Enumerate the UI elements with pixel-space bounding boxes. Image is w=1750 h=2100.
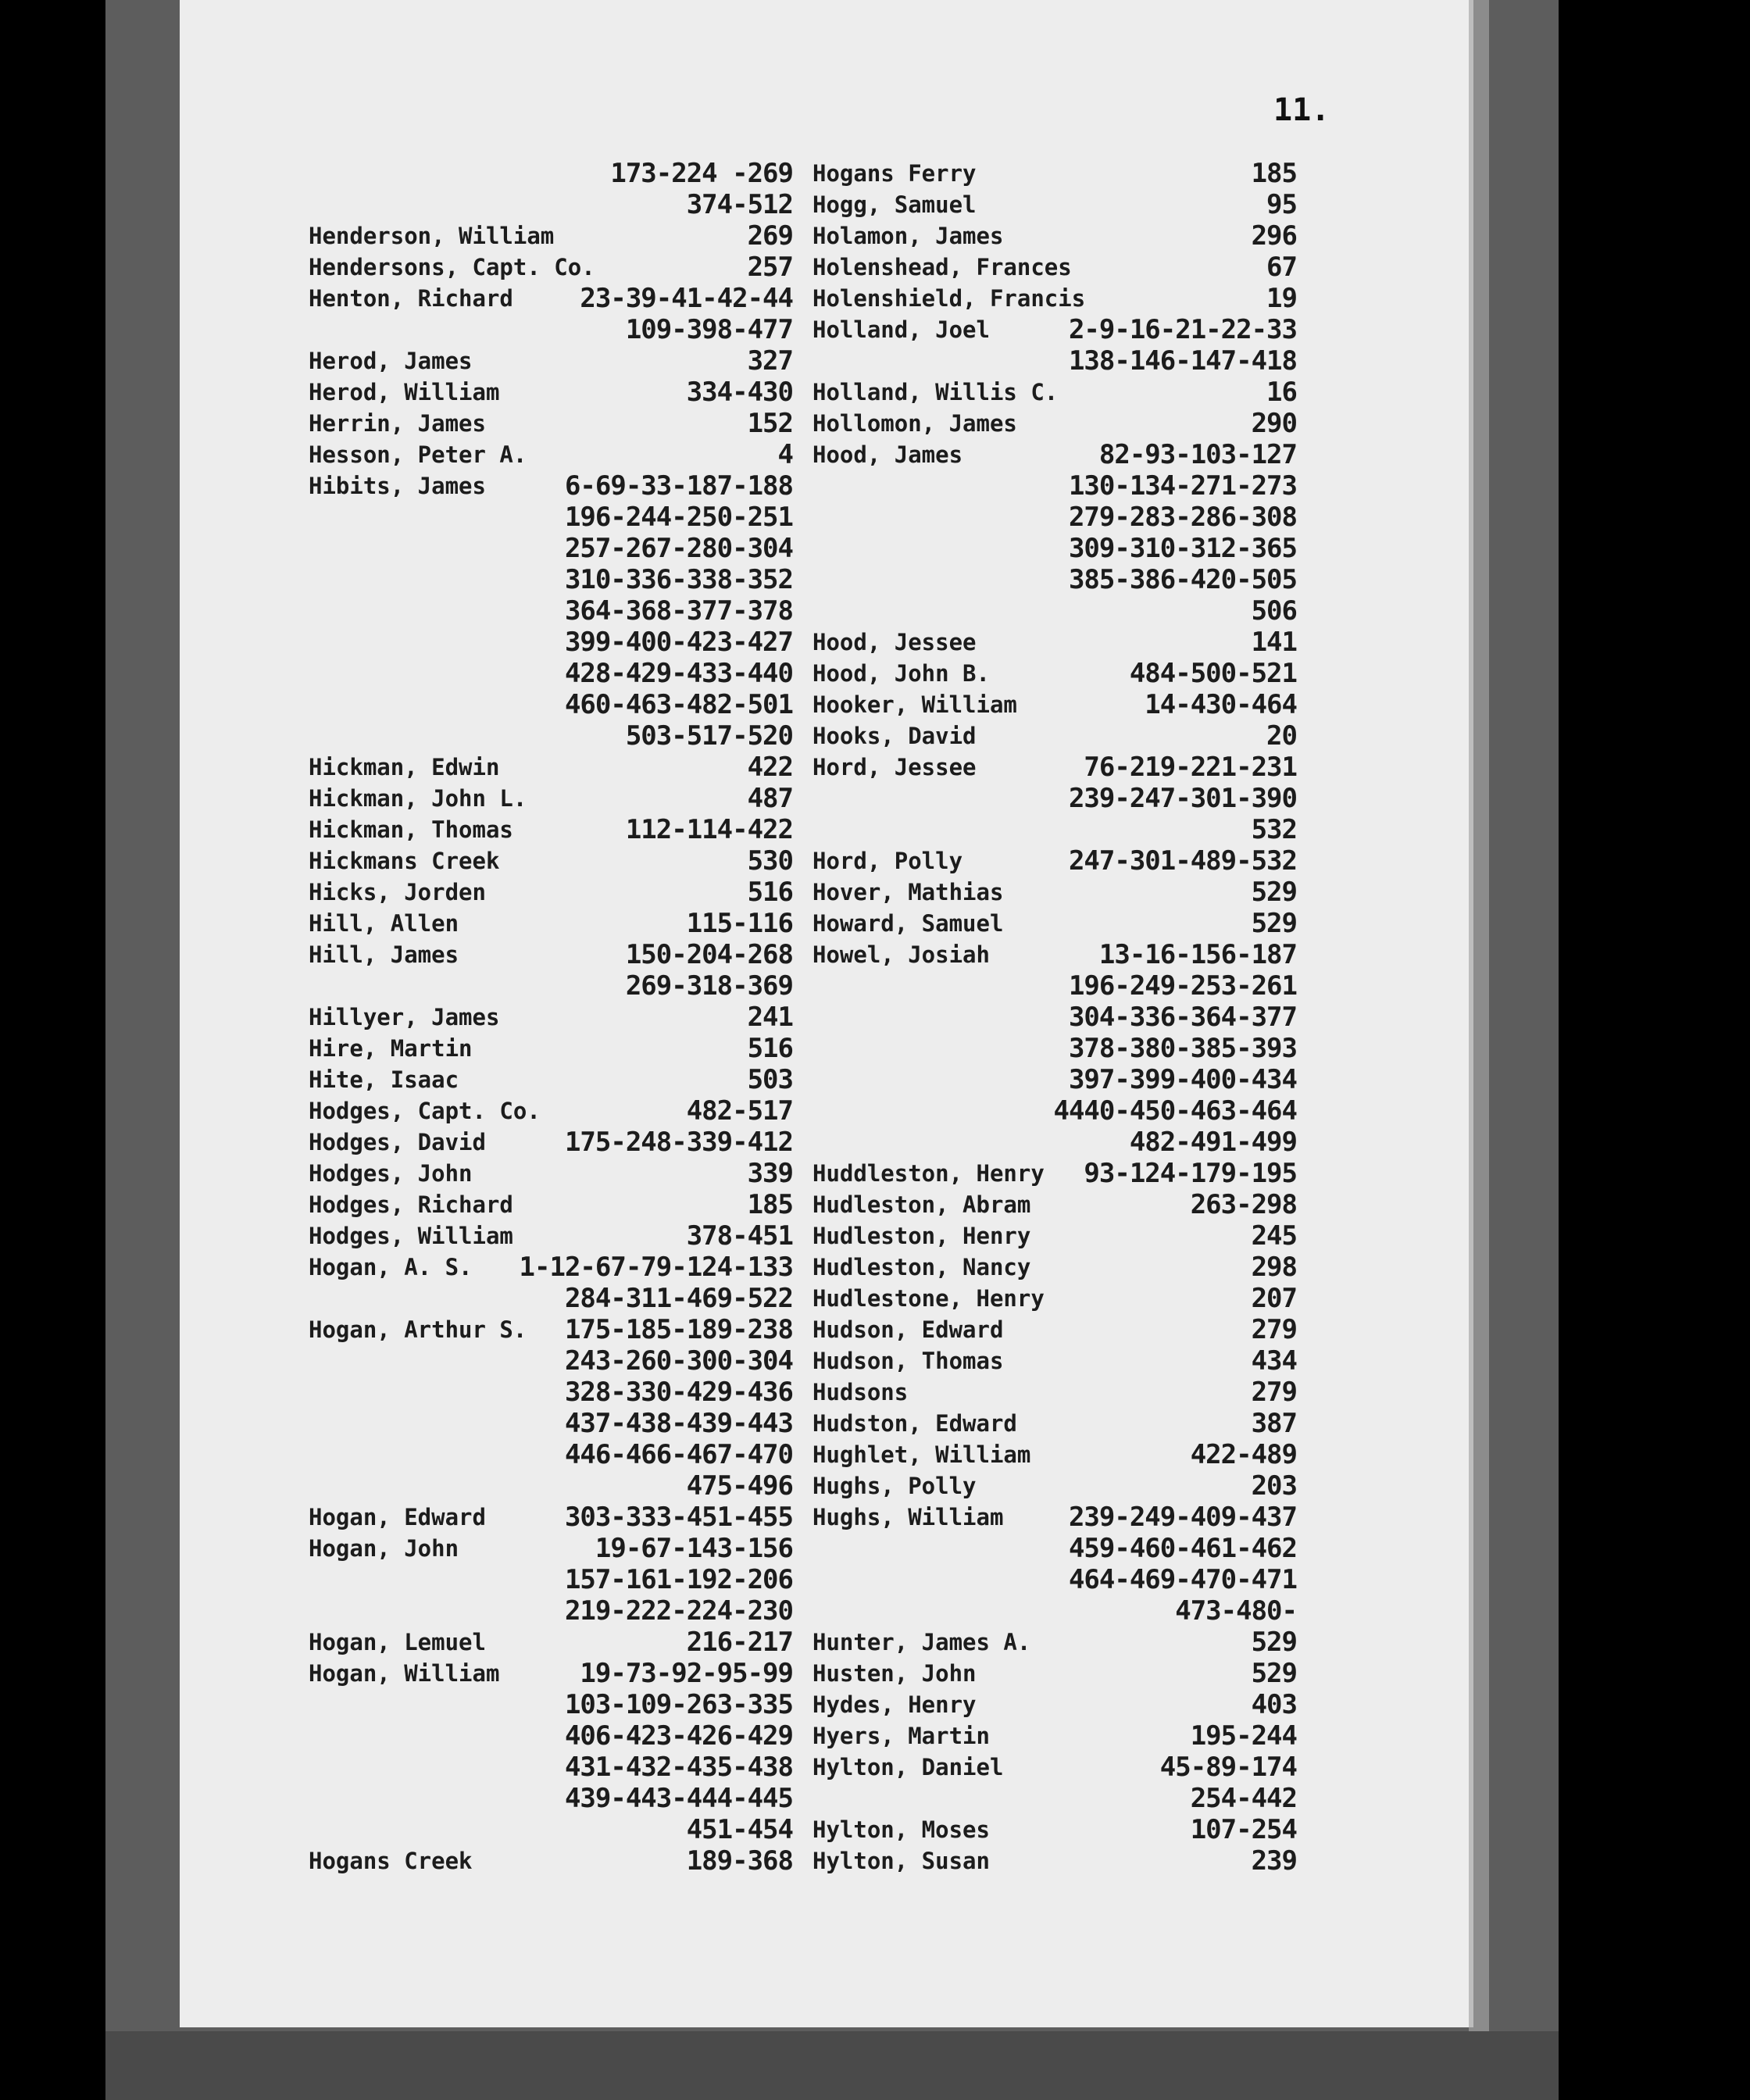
index-entry [309, 220, 793, 252]
index-entry [812, 158, 1297, 189]
index-entry [812, 877, 1297, 908]
index-entry [812, 345, 1297, 377]
entry-name: Holland, Willis C. [812, 379, 1059, 405]
index-entry [812, 908, 1297, 939]
index-entry [309, 1720, 793, 1752]
entry-name: Hogan, John [309, 1535, 459, 1562]
index-entry [309, 1127, 793, 1158]
entry-name: Hudlestone, Henry [812, 1285, 1045, 1312]
entry-pages: 254-442 [1190, 1783, 1297, 1814]
entry-name: Hudleston, Nancy [812, 1254, 1031, 1280]
entry-pages: 484-500-521 [1129, 658, 1297, 689]
index-entry [309, 1189, 793, 1220]
entry-pages: 439-443-444-445 [564, 1783, 793, 1814]
index-entry [309, 470, 793, 502]
index-entry [812, 1845, 1297, 1877]
index-entry [309, 252, 793, 283]
entry-pages: 150-204-268 [625, 939, 793, 970]
index-entry [309, 1502, 793, 1533]
index-entry [309, 1408, 793, 1439]
entry-pages: 239-249-409-437 [1068, 1502, 1297, 1533]
entry-pages: 487 [747, 783, 793, 814]
entry-name: Hill, Allen [309, 910, 459, 937]
index-entry [812, 1158, 1297, 1189]
entry-name: Hire, Martin [309, 1035, 473, 1062]
entry-name: Hood, Jessee [812, 629, 977, 655]
entry-pages: 16 [1266, 377, 1297, 408]
index-entry [309, 814, 793, 845]
entry-pages: 243-260-300-304 [564, 1345, 793, 1377]
entry-pages: 141 [1251, 627, 1297, 658]
entry-pages: 529 [1251, 1627, 1297, 1658]
scanner-bottom-strip [105, 2031, 1559, 2100]
entry-name: Hollomon, James [812, 410, 1017, 437]
entry-name: Howard, Samuel [812, 910, 1004, 937]
entry-pages: 95 [1266, 189, 1297, 220]
entry-name: Hogan, William [309, 1660, 500, 1687]
index-entry [309, 1533, 793, 1564]
entry-name: Hughs, Polly [812, 1473, 977, 1499]
index-entry [812, 1627, 1297, 1658]
entry-pages: 279 [1251, 1314, 1297, 1345]
entry-pages: 269-318-369 [625, 970, 793, 1002]
entry-pages: 257 [747, 252, 793, 283]
index-entry [812, 1752, 1297, 1783]
entry-name: Hooks, David [812, 723, 977, 749]
entry-pages: 437-438-439-443 [564, 1408, 793, 1439]
entry-pages: 532 [1251, 814, 1297, 845]
entry-pages: 2-9-16-21-22-33 [1068, 314, 1297, 345]
entry-pages: 459-460-461-462 [1068, 1533, 1297, 1564]
entry-name: Hicks, Jorden [309, 879, 486, 905]
index-entry [812, 752, 1297, 783]
index-entry [812, 1189, 1297, 1220]
entry-pages: 157-161-192-206 [564, 1564, 793, 1595]
index-entry [812, 1064, 1297, 1095]
entry-pages: 112-114-422 [625, 814, 793, 845]
index-entry [812, 783, 1297, 814]
entry-name: Herod, William [309, 379, 500, 405]
index-entry [812, 502, 1297, 533]
entry-pages: 109-398-477 [625, 314, 793, 345]
entry-pages: 93-124-179-195 [1084, 1158, 1297, 1189]
entry-pages: 296 [1251, 220, 1297, 252]
entry-name: Hogans Ferry [812, 160, 977, 187]
entry-pages: 19-73-92-95-99 [580, 1658, 793, 1689]
index-entry [812, 1033, 1297, 1064]
entry-pages: 216-217 [686, 1627, 793, 1658]
entry-pages: 203 [1251, 1470, 1297, 1502]
index-entry [812, 252, 1297, 283]
entry-pages: 529 [1251, 877, 1297, 908]
entry-pages: 189-368 [686, 1845, 793, 1877]
entry-name: Hill, James [309, 941, 459, 968]
entry-pages: 219-222-224-230 [564, 1595, 793, 1627]
entry-pages: 279 [1251, 1377, 1297, 1408]
entry-name: Hughs, William [812, 1504, 1004, 1530]
entry-pages: 4 [777, 439, 793, 470]
entry-pages: 397-399-400-434 [1068, 1064, 1297, 1095]
index-entry [309, 345, 793, 377]
entry-name: Hogan, Lemuel [309, 1629, 486, 1655]
index-entry [309, 1845, 793, 1877]
left-index-column [309, 158, 793, 1877]
index-entry [812, 1408, 1297, 1439]
entry-pages: 1-12-67-79-124-133 [519, 1252, 793, 1283]
entry-name: Hendersons, Capt. Co. [309, 254, 595, 280]
entry-pages: 475-496 [686, 1470, 793, 1502]
index-entry [309, 1814, 793, 1845]
entry-name: Herod, James [309, 348, 473, 374]
index-entry [309, 1377, 793, 1408]
index-entry [812, 1502, 1297, 1533]
entry-pages: 152 [747, 408, 793, 439]
entry-name: Hodges, Capt. Co. [309, 1098, 541, 1124]
index-entry [309, 408, 793, 439]
index-entry [309, 877, 793, 908]
entry-name: Hite, Isaac [309, 1066, 459, 1093]
entry-pages: 4440-450-463-464 [1053, 1095, 1297, 1127]
entry-pages: 473-480- [1175, 1595, 1297, 1627]
entry-name: Hord, Jessee [812, 754, 977, 780]
index-entry [309, 783, 793, 814]
index-entry [812, 314, 1297, 345]
index-entry [309, 845, 793, 877]
index-entry [812, 1220, 1297, 1252]
entry-name: Hickman, Edwin [309, 754, 500, 780]
index-entry [812, 1689, 1297, 1720]
entry-pages: 529 [1251, 908, 1297, 939]
index-entry [309, 1064, 793, 1095]
entry-name: Hogg, Samuel [812, 191, 977, 218]
index-entry [309, 627, 793, 658]
index-entry [309, 1564, 793, 1595]
entry-pages: 175-248-339-412 [564, 1127, 793, 1158]
entry-name: Hudson, Edward [812, 1316, 1004, 1343]
index-entry [812, 1783, 1297, 1814]
index-entry [812, 470, 1297, 502]
entry-pages: 67 [1266, 252, 1297, 283]
entry-pages: 45-89-174 [1159, 1752, 1297, 1783]
entry-pages: 241 [747, 1002, 793, 1033]
entry-pages: 304-336-364-377 [1068, 1002, 1297, 1033]
index-entry [812, 377, 1297, 408]
index-entry [309, 689, 793, 720]
entry-name: Hickmans Creek [309, 848, 500, 874]
entry-name: Hogan, A. S. [309, 1254, 473, 1280]
index-entry [309, 908, 793, 939]
index-entry [812, 564, 1297, 595]
index-entry [812, 1658, 1297, 1689]
entry-pages: 19-67-143-156 [595, 1533, 793, 1564]
index-entry [309, 1627, 793, 1658]
entry-name: Hughlet, William [812, 1441, 1031, 1468]
entry-pages: 138-146-147-418 [1068, 345, 1297, 377]
entry-name: Holenshield, Francis [812, 285, 1086, 312]
index-entry [309, 1658, 793, 1689]
index-entry [812, 1564, 1297, 1595]
entry-pages: 247-301-489-532 [1068, 845, 1297, 877]
entry-pages: 464-469-470-471 [1068, 1564, 1297, 1595]
entry-pages: 422 [747, 752, 793, 783]
entry-name: Hudston, Edward [812, 1410, 1017, 1437]
entry-pages: 290 [1251, 408, 1297, 439]
entry-pages: 130-134-271-273 [1068, 470, 1297, 502]
entry-pages: 82-93-103-127 [1098, 439, 1297, 470]
entry-name: Hydes, Henry [812, 1691, 977, 1718]
entry-name: Hord, Polly [812, 848, 963, 874]
index-entry [812, 1314, 1297, 1345]
entry-name: Henton, Richard [309, 285, 513, 312]
entry-name: Hogan, Edward [309, 1504, 486, 1530]
entry-pages: 115-116 [686, 908, 793, 939]
entry-pages: 364-368-377-378 [564, 595, 793, 627]
entry-name: Hodges, John [309, 1160, 473, 1187]
index-entry [309, 439, 793, 470]
entry-pages: 506 [1251, 595, 1297, 627]
entry-pages: 196-249-253-261 [1068, 970, 1297, 1002]
index-entry [812, 689, 1297, 720]
entry-pages: 269 [747, 220, 793, 252]
index-entry [309, 533, 793, 564]
entry-pages: 6-69-33-187-188 [564, 470, 793, 502]
index-entry [812, 1095, 1297, 1127]
entry-pages: 173-224 -269 [610, 158, 793, 189]
entry-name: Hylton, Moses [812, 1816, 990, 1843]
index-entry [309, 1220, 793, 1252]
entry-pages: 185 [747, 1189, 793, 1220]
index-entry [309, 564, 793, 595]
entry-name: Hillyer, James [309, 1004, 500, 1030]
entry-name: Hyers, Martin [812, 1723, 990, 1749]
entry-name: Hunter, James A. [812, 1629, 1031, 1655]
entry-pages: 309-310-312-365 [1068, 533, 1297, 564]
index-entry [309, 970, 793, 1002]
index-entry [812, 1439, 1297, 1470]
index-entry [309, 502, 793, 533]
index-entry [812, 970, 1297, 1002]
entry-pages: 107-254 [1190, 1814, 1297, 1845]
entry-pages: 310-336-338-352 [564, 564, 793, 595]
index-entry [812, 845, 1297, 877]
entry-pages: 20 [1266, 720, 1297, 752]
entry-name: Hickman, Thomas [309, 816, 513, 843]
entry-name: Hickman, John L. [309, 785, 527, 812]
entry-pages: 334-430 [686, 377, 793, 408]
index-entry [309, 158, 793, 189]
entry-pages: 196-244-250-251 [564, 502, 793, 533]
entry-pages: 239 [1251, 1845, 1297, 1877]
entry-name: Husten, John [812, 1660, 977, 1687]
entry-name: Herrin, James [309, 410, 486, 437]
index-entry [812, 189, 1297, 220]
entry-name: Hudsons [812, 1379, 909, 1405]
entry-pages: 13-16-156-187 [1098, 939, 1297, 970]
entry-pages: 422-489 [1190, 1439, 1297, 1470]
entry-name: Holland, Joel [812, 316, 990, 343]
entry-pages: 378-451 [686, 1220, 793, 1252]
index-entry [309, 720, 793, 752]
entry-pages: 503-517-520 [625, 720, 793, 752]
index-entry [812, 1533, 1297, 1564]
entry-name: Hudson, Thomas [812, 1348, 1004, 1374]
index-entry [309, 1345, 793, 1377]
index-entry [812, 939, 1297, 970]
entry-name: Hylton, Daniel [812, 1754, 1004, 1780]
index-entry [309, 377, 793, 408]
index-entry [812, 283, 1297, 314]
entry-pages: 284-311-469-522 [564, 1283, 793, 1314]
index-entry [309, 595, 793, 627]
entry-name: Howel, Josiah [812, 941, 990, 968]
entry-name: Hood, John B. [812, 660, 990, 687]
entry-pages: 279-283-286-308 [1068, 502, 1297, 533]
index-entry [309, 1470, 793, 1502]
entry-pages: 303-333-451-455 [564, 1502, 793, 1533]
index-entry [309, 1689, 793, 1720]
entry-name: Hogans Creek [309, 1848, 473, 1874]
index-entry [812, 1470, 1297, 1502]
index-entry [309, 189, 793, 220]
index-entry [309, 1595, 793, 1627]
page-number: 11. [1273, 92, 1330, 128]
entry-name: Hibits, James [309, 473, 486, 499]
entry-name: Hudleston, Abram [812, 1191, 1031, 1218]
entry-pages: 14-430-464 [1145, 689, 1297, 720]
entry-name: Hodges, David [309, 1129, 486, 1155]
index-entry [309, 314, 793, 345]
index-entry [309, 1158, 793, 1189]
entry-pages: 374-512 [686, 189, 793, 220]
index-entry [812, 1252, 1297, 1283]
entry-pages: 460-463-482-501 [564, 689, 793, 720]
index-entry [812, 627, 1297, 658]
index-entry [309, 1033, 793, 1064]
entry-pages: 327 [747, 345, 793, 377]
index-entry [309, 1783, 793, 1814]
index-entry [812, 814, 1297, 845]
entry-name: Holamon, James [812, 223, 1004, 249]
entry-pages: 529 [1251, 1658, 1297, 1689]
entry-pages: 263-298 [1190, 1189, 1297, 1220]
entry-pages: 446-466-467-470 [564, 1439, 793, 1470]
index-entry [812, 658, 1297, 689]
index-entry [812, 1720, 1297, 1752]
index-entry [309, 939, 793, 970]
entry-pages: 516 [747, 1033, 793, 1064]
entry-name: Huddleston, Henry [812, 1160, 1045, 1187]
entry-name: Holenshead, Frances [812, 254, 1072, 280]
entry-pages: 530 [747, 845, 793, 877]
index-entry [309, 1283, 793, 1314]
entry-name: Hodges, William [309, 1223, 513, 1249]
entry-name: Hylton, Susan [812, 1848, 990, 1874]
entry-pages: 482-517 [686, 1095, 793, 1127]
entry-pages: 387 [1251, 1408, 1297, 1439]
entry-pages: 19 [1266, 283, 1297, 314]
entry-pages: 378-380-385-393 [1068, 1033, 1297, 1064]
entry-pages: 195-244 [1190, 1720, 1297, 1752]
index-entry [309, 283, 793, 314]
entry-pages: 103-109-263-335 [564, 1689, 793, 1720]
entry-pages: 207 [1251, 1283, 1297, 1314]
entry-pages: 239-247-301-390 [1068, 783, 1297, 814]
entry-pages: 434 [1251, 1345, 1297, 1377]
entry-name: Hooker, William [812, 691, 1017, 718]
index-entry [812, 408, 1297, 439]
entry-pages: 298 [1251, 1252, 1297, 1283]
entry-pages: 503 [747, 1064, 793, 1095]
entry-pages: 328-330-429-436 [564, 1377, 793, 1408]
index-entry [812, 595, 1297, 627]
entry-name: Henderson, William [309, 223, 555, 249]
index-entry [812, 1595, 1297, 1627]
entry-pages: 76-219-221-231 [1084, 752, 1297, 783]
index-entry [812, 1345, 1297, 1377]
entry-name: Hesson, Peter A. [309, 441, 527, 468]
entry-pages: 245 [1251, 1220, 1297, 1252]
index-entry [309, 1252, 793, 1283]
index-entry [812, 533, 1297, 564]
entry-pages: 399-400-423-427 [564, 627, 793, 658]
index-entry [812, 720, 1297, 752]
index-entry [812, 1377, 1297, 1408]
index-entry [309, 1314, 793, 1345]
entry-name: Hover, Mathias [812, 879, 1004, 905]
entry-name: Hood, James [812, 441, 963, 468]
index-entry [812, 1002, 1297, 1033]
entry-name: Hodges, Richard [309, 1191, 513, 1218]
entry-pages: 185 [1251, 158, 1297, 189]
entry-pages: 257-267-280-304 [564, 533, 793, 564]
index-entry [812, 220, 1297, 252]
entry-pages: 339 [747, 1158, 793, 1189]
entry-pages: 23-39-41-42-44 [580, 283, 793, 314]
index-entry [309, 1095, 793, 1127]
index-entry [812, 1127, 1297, 1158]
entry-pages: 428-429-433-440 [564, 658, 793, 689]
index-entry [309, 752, 793, 783]
entry-pages: 482-491-499 [1129, 1127, 1297, 1158]
entry-name: Hudleston, Henry [812, 1223, 1031, 1249]
entry-pages: 406-423-426-429 [564, 1720, 793, 1752]
entry-pages: 385-386-420-505 [1068, 564, 1297, 595]
index-entry [309, 658, 793, 689]
entry-pages: 175-185-189-238 [564, 1314, 793, 1345]
right-index-column [812, 158, 1297, 1877]
index-entry [812, 1283, 1297, 1314]
entry-pages: 516 [747, 877, 793, 908]
index-entry [309, 1439, 793, 1470]
entry-name: Hogan, Arthur S. [309, 1316, 527, 1343]
entry-pages: 403 [1251, 1689, 1297, 1720]
entry-pages: 431-432-435-438 [564, 1752, 793, 1783]
entry-pages: 451-454 [686, 1814, 793, 1845]
index-entry [812, 1814, 1297, 1845]
index-entry [309, 1002, 793, 1033]
index-entry [812, 439, 1297, 470]
index-entry [309, 1752, 793, 1783]
